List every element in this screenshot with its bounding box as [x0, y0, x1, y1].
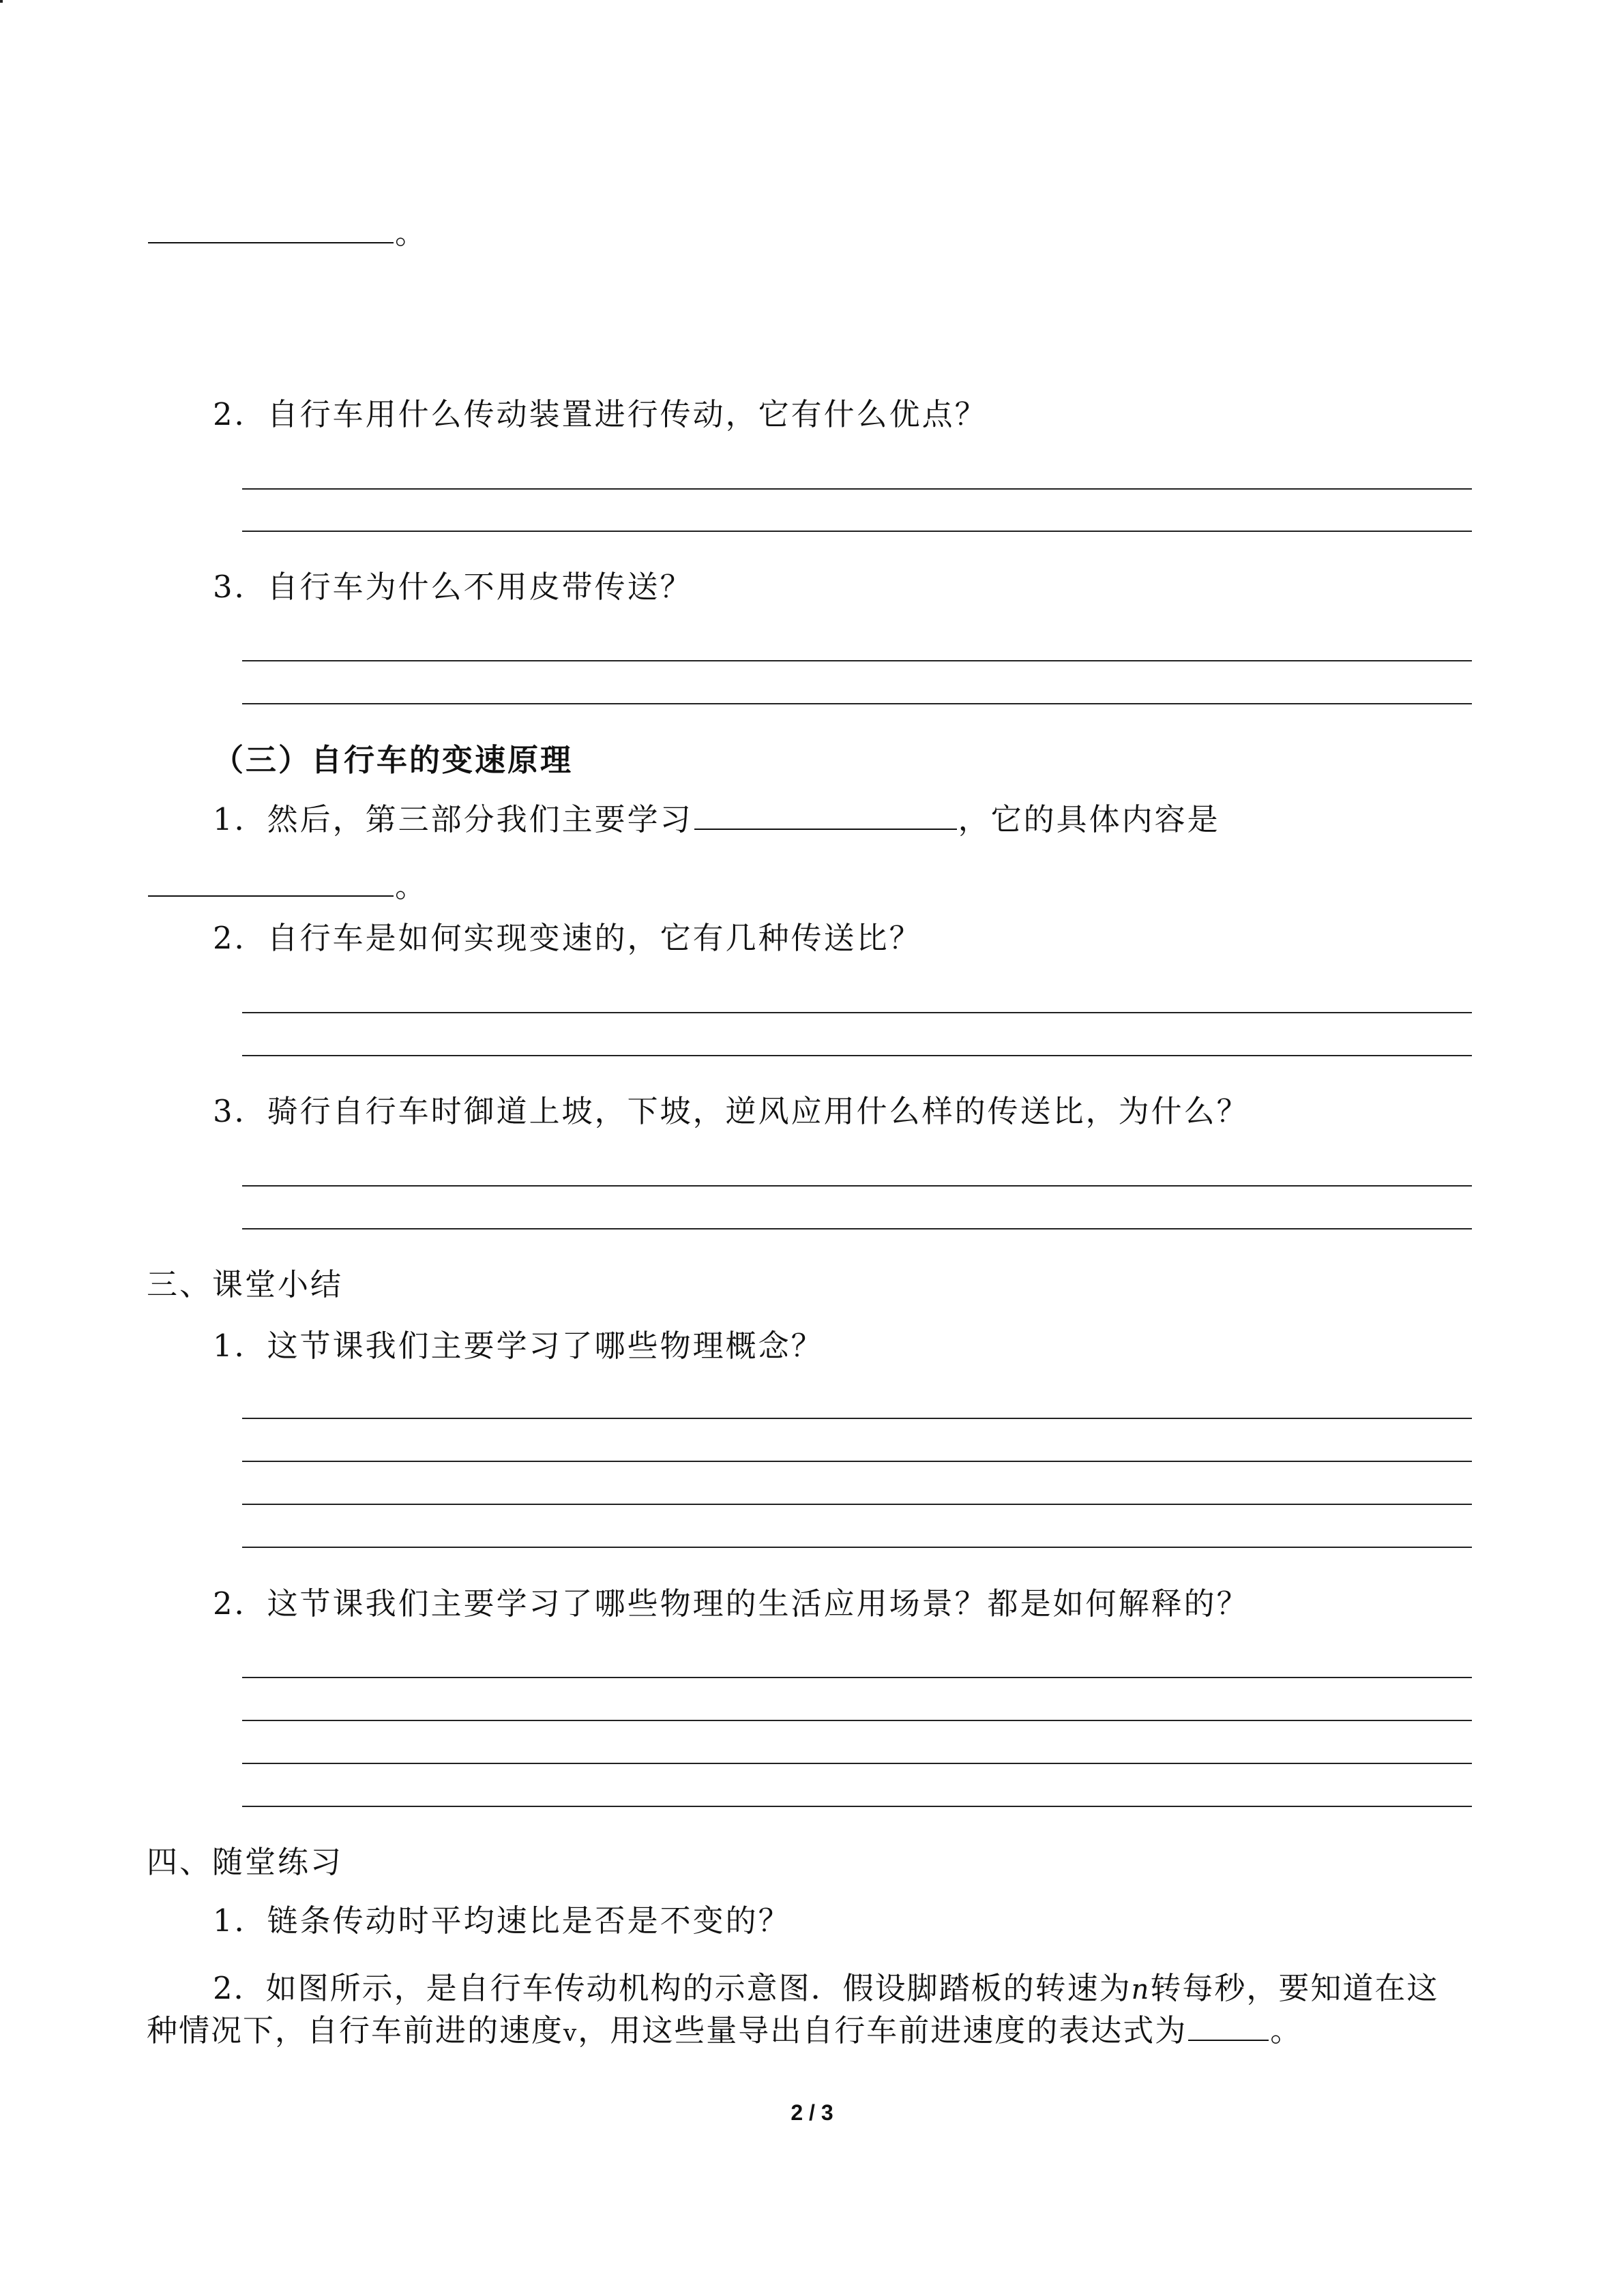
practice-q2-middle: 转每秒，要知道在这	[1150, 1970, 1439, 2006]
section3-q1-continuation	[147, 866, 428, 907]
continuation-line	[147, 213, 428, 254]
fill-blank[interactable]	[148, 868, 394, 897]
practice-question-2-line-2	[147, 2010, 1302, 2054]
practice-heading: 四、随堂练习	[147, 1844, 344, 1880]
page-number: 2 / 3	[791, 2100, 833, 2125]
answer-line[interactable]	[242, 1806, 1472, 1807]
fill-blank[interactable]	[1188, 2012, 1269, 2041]
fill-blank[interactable]	[694, 801, 957, 830]
variable-v: v	[563, 2020, 578, 2047]
summary-question-1: 1．这节课我们主要学习了哪些物理概念？	[213, 1328, 824, 1364]
section-heading-gear-shift: （三）自行车的变速原理	[213, 742, 574, 778]
answer-line[interactable]	[242, 1228, 1472, 1229]
question-3-belt: 3．自行车为什么不用皮带传送？	[213, 569, 693, 605]
answer-line[interactable]	[242, 1012, 1472, 1013]
continuation-tail: 。	[395, 215, 428, 251]
answer-line[interactable]	[242, 660, 1472, 661]
section3-question-1	[213, 799, 1220, 840]
section3-q1-tail: 。	[395, 868, 428, 904]
answer-line[interactable]	[242, 703, 1472, 704]
section3-q1-suffix: ，它的具体内容是	[958, 801, 1220, 837]
answer-line[interactable]	[242, 1461, 1472, 1462]
summary-question-2: 2．这节课我们主要学习了哪些物理的生活应用场景？都是如何解释的？	[213, 1585, 1250, 1622]
fill-blank[interactable]	[148, 215, 394, 243]
practice-q2-tail: 。	[1270, 2012, 1303, 2048]
answer-line[interactable]	[242, 488, 1472, 490]
section3-question-2: 2．自行车是如何实现变速的，它有几种传送比？	[213, 920, 922, 956]
answer-line[interactable]	[242, 1055, 1472, 1056]
answer-line[interactable]	[242, 531, 1472, 532]
answer-line[interactable]	[242, 1185, 1472, 1187]
answer-line[interactable]	[242, 1720, 1472, 1721]
answer-line[interactable]	[242, 1677, 1472, 1678]
answer-line[interactable]	[242, 1418, 1472, 1419]
section3-question-3: 3．骑行自行车时御道上坡，下坡，逆风应用什么样的传送比，为什么？	[213, 1093, 1250, 1129]
answer-line[interactable]	[242, 1763, 1472, 1764]
practice-q2-line2-prefix: 种情况下，自行车前进的速度	[147, 2012, 564, 2048]
variable-n: n	[1131, 1974, 1151, 2006]
answer-line[interactable]	[242, 1547, 1472, 1548]
question-2-transmission: 2．自行车用什么传动装置进行传动，它有什么优点？	[213, 396, 988, 432]
practice-q2-prefix: 2．如图所示，是自行车传动机构的示意图．假设脚踏板的转速为	[213, 1970, 1132, 2006]
answer-line[interactable]	[242, 1504, 1472, 1505]
corner-mark	[0, 0, 3, 3]
summary-heading: 三、课堂小结	[147, 1266, 344, 1302]
practice-question-2-line-1	[213, 1968, 1438, 2010]
practice-q2-line2-suffix: ，用这些量导出自行车前进速度的表达式为	[578, 2012, 1187, 2048]
practice-question-1: 1．链条传动时平均速比是否是不变的？	[213, 1903, 791, 1939]
section3-q1-prefix: 1．然后，第三部分我们主要学习	[213, 801, 693, 837]
